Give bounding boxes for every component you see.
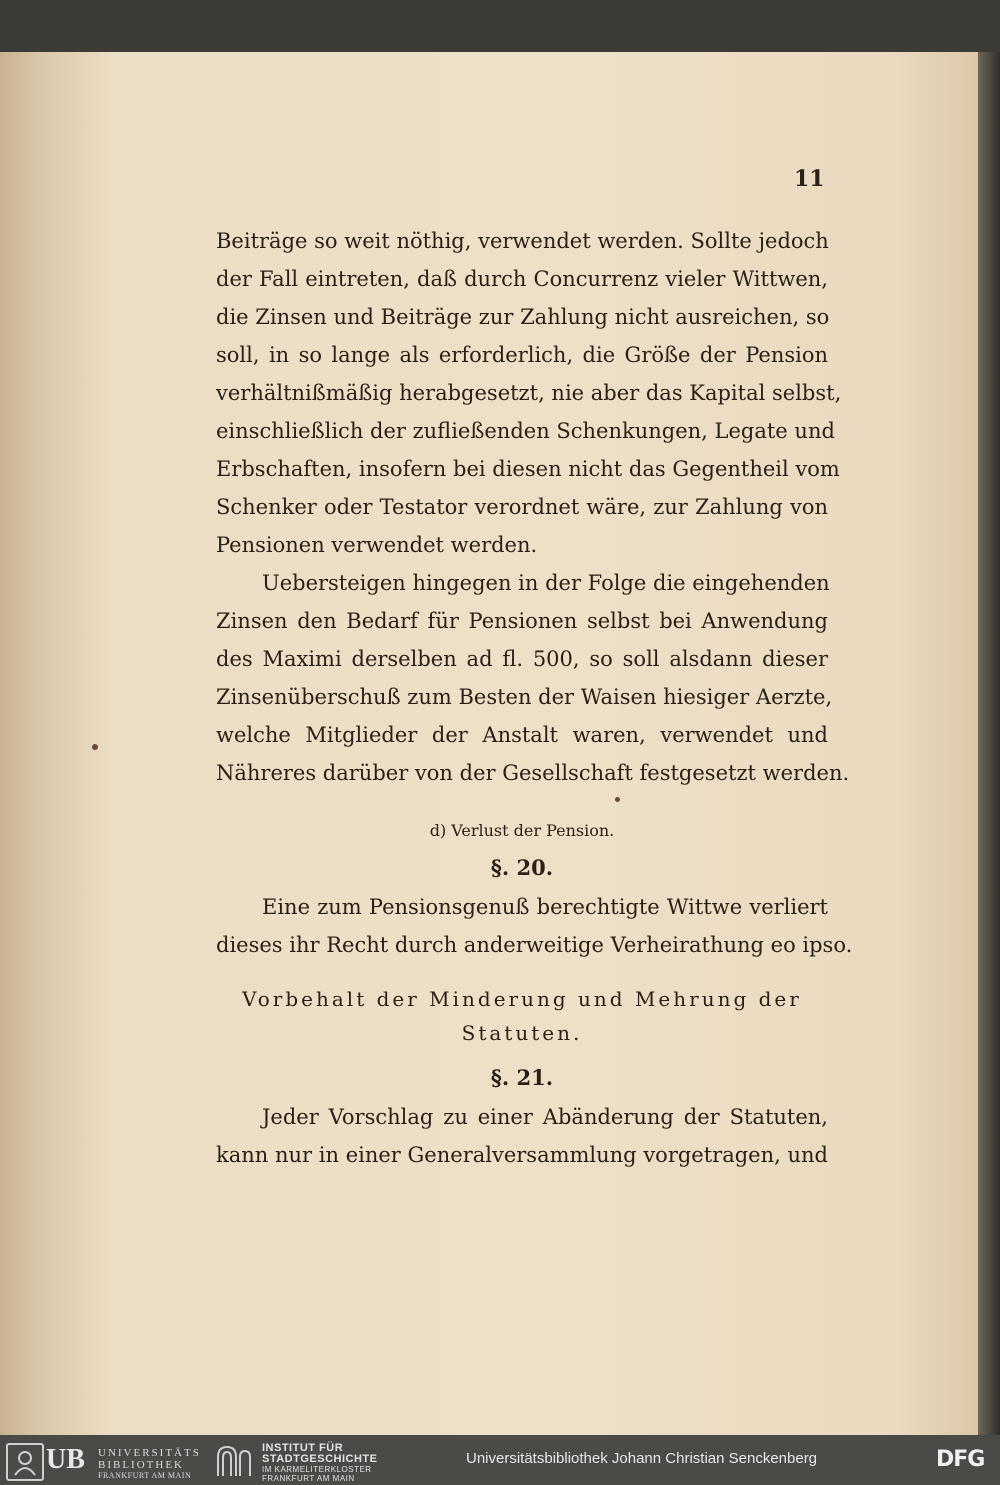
paragraph-section-20 (216, 888, 853, 964)
text-line: Jeder Vorschlag zu einer Abänderung der Statuten, (262, 1105, 828, 1129)
text-line: welche Mitglieder der Anstalt waren, verwendet und (216, 723, 828, 747)
ub-logo-letters[interactable]: UB (46, 1444, 85, 1475)
paragraph-section-21 (216, 1098, 828, 1174)
text-line: des Maximi derselben ad fl. 500, so soll alsdann dieser (216, 647, 828, 671)
text-line: Zinsen den Bedarf für Pensionen selbst bei Anwendung (216, 609, 828, 633)
paragraph-surplus (216, 564, 850, 792)
text-line: Eine zum Pensionsgenuß berechtigte Wittwe verliert (262, 895, 828, 919)
page-text (216, 222, 853, 1174)
ink-spot (92, 744, 98, 750)
section-21-heading: §. 21. (490, 1065, 554, 1090)
subheading-verlust: d) Verlust der Pension. (429, 821, 615, 840)
stadt-line-1: INSTITUT FÜR (262, 1442, 344, 1454)
text-line: Erbschaften, insofern bei diesen nicht das Gegentheil vom (216, 457, 840, 481)
text-line: Uebersteigen hingegen in der Folge die eingehenden (262, 571, 830, 595)
dfg-logo[interactable]: DFG (936, 1447, 985, 1472)
footer-bar (0, 1435, 1000, 1485)
page-number: 11 (794, 166, 825, 192)
text-line: der Fall eintreten, daß durch Concurrenz vieler Wittwen, (216, 267, 828, 291)
text-line: dieses ihr Recht durch anderweitige Verheirathung eo ipso. (216, 933, 853, 957)
text-line: soll, in so lange als erforderlich, die Größe der Pension (216, 343, 828, 367)
text-line: die Zinsen und Beiträge zur Zahlung nicht ausreichen, so (216, 305, 830, 329)
ub-logo-text[interactable] (98, 1447, 208, 1481)
page-edge (978, 52, 1000, 1435)
text-line: kann nur in einer Generalversammlung vorgetragen, und (216, 1143, 828, 1167)
ub-line-1: UNIVERSITÄTS (98, 1447, 201, 1459)
ub-line-3: FRANKFURT AM MAIN (98, 1471, 192, 1480)
stadtgeschichte-logo-text[interactable] (262, 1443, 432, 1483)
library-title[interactable]: Universitätsbibliothek Johann Christian Senckenberg (466, 1450, 818, 1467)
ub-line-2: BIBLIOTHEK (98, 1459, 184, 1471)
text-line: Schenker oder Testator verordnet wäre, zur Zahlung von (216, 495, 828, 519)
text-line: verhältnißmäßig herabgesetzt, nie aber das Kapital selbst, (216, 381, 842, 405)
text-line: Zinsenüberschuß zum Besten der Waisen hiesiger Aerzte, (216, 685, 833, 709)
stadt-line-4: FRANKFURT AM MAIN (262, 1474, 355, 1483)
stadtgeschichte-arch-icon[interactable] (214, 1443, 254, 1477)
text-line: Nähreres darüber von der Gesellschaft festgesetzt werden. (216, 761, 850, 785)
paragraph-continuation (216, 222, 842, 564)
text-line: Pensionen verwendet werden. (216, 533, 538, 557)
text-line: Beiträge so weit nöthig, verwendet werden. Sollte jedoch (216, 229, 829, 253)
stadt-line-2: STADTGESCHICHTE (262, 1453, 378, 1465)
text-line: einschließlich der zufließenden Schenkungen, Legate und (216, 419, 835, 443)
heading-vorbehalt-cont: Statuten. (461, 1021, 583, 1045)
section-20-heading: §. 20. (490, 855, 554, 880)
stadt-line-3: IM KARMELITERKLOSTER (262, 1465, 372, 1474)
ub-seal-icon[interactable] (6, 1443, 44, 1481)
heading-vorbehalt: Vorbehalt der Minderung und Mehrung der (242, 987, 802, 1011)
